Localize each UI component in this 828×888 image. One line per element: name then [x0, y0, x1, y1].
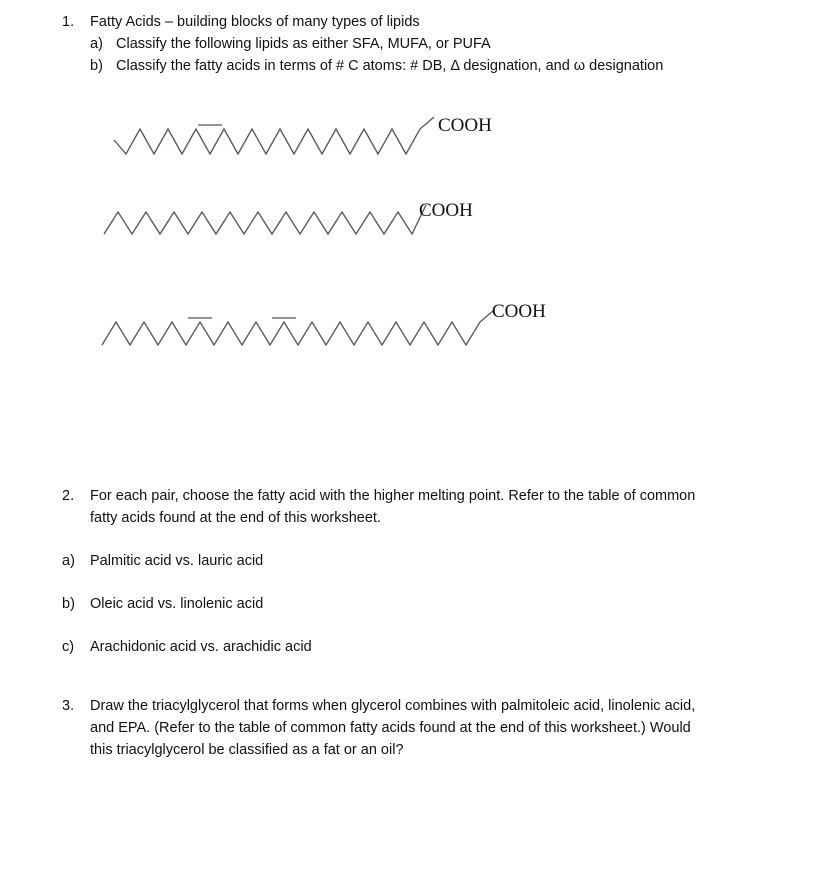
structure-2-cooh: COOH [419, 200, 473, 221]
structure-1-chain [114, 117, 434, 154]
q3-text-line3: this triacylglycerol be classified as a fat or an oil? [90, 742, 404, 758]
q1a-text: Classify the following lipids as either SFA, MUFA, or PUFA [116, 36, 491, 52]
q1a-label: a) [90, 36, 103, 52]
q1b-label: b) [90, 58, 103, 74]
q1-number: 1. [62, 14, 75, 30]
q1-title: Fatty Acids – building blocks of many types of lipids [90, 14, 420, 30]
q2b-label: b) [62, 596, 75, 612]
q3-text-line1: Draw the triacylglycerol that forms when glycerol combines with palmitoleic acid, linolenic acid, [90, 698, 696, 714]
structure-2-chain [104, 205, 426, 234]
structure-1-cooh: COOH [438, 115, 492, 136]
q2b-text: Oleic acid vs. linolenic acid [90, 596, 264, 612]
q2a-text: Palmitic acid vs. lauric acid [90, 553, 264, 569]
structure-3-cooh: COOH [492, 301, 546, 322]
q2c-text: Arachidonic acid vs. arachidic acid [90, 639, 312, 655]
q2-number: 2. [62, 488, 75, 504]
q2a-label: a) [62, 553, 75, 569]
q2-text-line2: fatty acids found at the end of this worksheet. [90, 510, 381, 526]
q3-text-line2: and EPA. (Refer to the table of common fatty acids found at the end of this worksheet.) Would [90, 720, 691, 736]
structure-3-chain [102, 310, 494, 345]
q2c-label: c) [62, 639, 75, 655]
q1b-text: Classify the fatty acids in terms of # C atoms: # DB, Δ designation, and ω designation [116, 58, 664, 74]
q3-number: 3. [62, 698, 75, 714]
q2-text-line1: For each pair, choose the fatty acid with the higher melting point. Refer to the table of common [90, 488, 696, 504]
